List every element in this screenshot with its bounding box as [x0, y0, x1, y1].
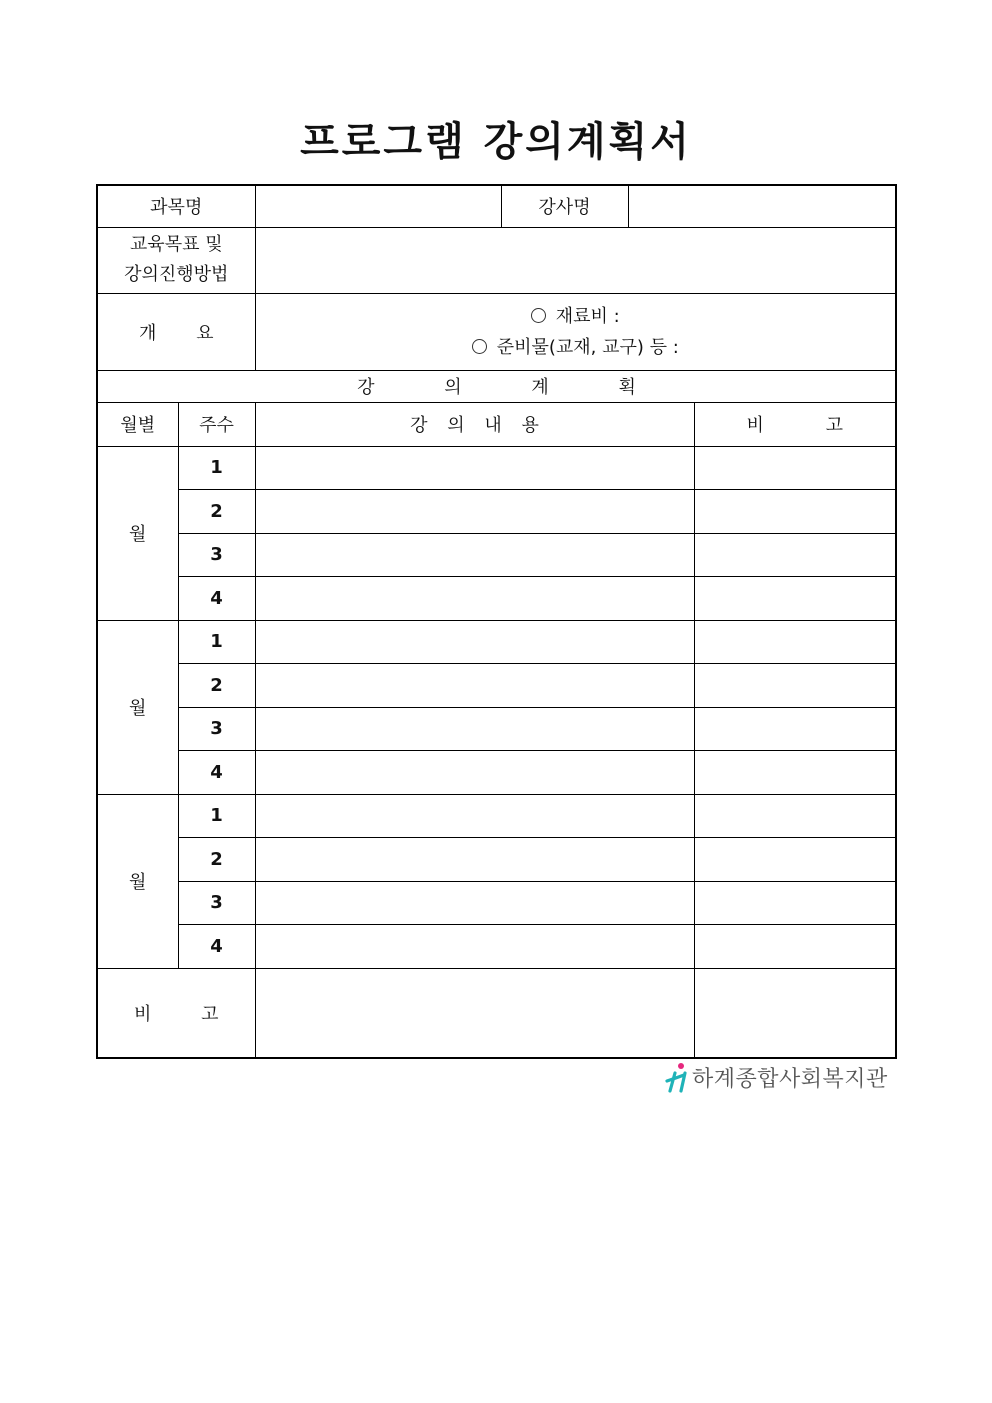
- note-cell[interactable]: [694, 446, 896, 489]
- supplies-label: 준비물(교재, 교구) 등 :: [496, 336, 679, 358]
- col-week-header: 주수: [178, 402, 255, 446]
- note-cell[interactable]: [694, 924, 896, 968]
- col-note-header: 비 고: [694, 402, 896, 446]
- note-cell[interactable]: [694, 620, 896, 663]
- content-cell[interactable]: [255, 489, 694, 533]
- note-cell[interactable]: [694, 707, 896, 750]
- week-number: 2: [178, 663, 255, 707]
- content-cell[interactable]: [255, 881, 694, 924]
- radio-circle-icon[interactable]: [472, 339, 487, 354]
- content-cell[interactable]: [255, 750, 694, 794]
- note-cell[interactable]: [694, 533, 896, 576]
- week-number: 4: [178, 750, 255, 794]
- lecture-plan-form: [96, 184, 897, 1059]
- week-number: 2: [178, 489, 255, 533]
- month-cell[interactable]: 월: [97, 446, 178, 620]
- week-number: 3: [178, 533, 255, 576]
- goal-field[interactable]: [255, 227, 896, 293]
- month-cell[interactable]: 월: [97, 620, 178, 794]
- subject-label: 과목명: [97, 185, 255, 227]
- note-cell[interactable]: [694, 794, 896, 837]
- week-number: 4: [178, 576, 255, 620]
- goal-label-line2: 강의진행방법: [124, 264, 229, 285]
- note-cell[interactable]: [694, 881, 896, 924]
- organization-logo: [664, 1060, 894, 1094]
- content-cell[interactable]: [255, 837, 694, 881]
- radio-circle-icon[interactable]: [531, 308, 546, 323]
- logo-mark-icon: [664, 1061, 692, 1093]
- week-number: 1: [178, 446, 255, 489]
- supplies-line: [256, 332, 896, 363]
- goal-label: [97, 227, 255, 293]
- week-number: 3: [178, 881, 255, 924]
- materials-cost-label: 재료비 :: [555, 305, 620, 327]
- note-cell[interactable]: [694, 663, 896, 707]
- organization-name: 하계종합사회복지관: [692, 1066, 888, 1092]
- goal-label-line1: 교육목표 및: [129, 234, 223, 255]
- instructor-label: 강사명: [501, 185, 628, 227]
- col-content-header: 강 의 내 용: [255, 402, 694, 446]
- week-number: 1: [178, 620, 255, 663]
- note-cell[interactable]: [694, 750, 896, 794]
- content-cell[interactable]: [255, 533, 694, 576]
- week-number: 2: [178, 837, 255, 881]
- content-cell[interactable]: [255, 446, 694, 489]
- week-number: 1: [178, 794, 255, 837]
- note-cell[interactable]: [694, 489, 896, 533]
- subject-field[interactable]: [255, 185, 501, 227]
- remarks-label: 비 고: [97, 968, 255, 1058]
- materials-cost-line: [256, 301, 896, 332]
- content-cell[interactable]: [255, 663, 694, 707]
- content-cell[interactable]: [255, 576, 694, 620]
- note-cell[interactable]: [694, 576, 896, 620]
- content-cell[interactable]: [255, 620, 694, 663]
- content-cell[interactable]: [255, 924, 694, 968]
- content-cell[interactable]: [255, 794, 694, 837]
- page-title: 프로그램 강의계획서: [300, 119, 692, 165]
- overview-field[interactable]: [255, 293, 896, 370]
- remarks-note-field[interactable]: [694, 968, 896, 1058]
- plan-section-title: 강 의 계 획: [97, 370, 896, 402]
- col-month-header: 월별: [97, 402, 178, 446]
- note-cell[interactable]: [694, 837, 896, 881]
- content-cell[interactable]: [255, 707, 694, 750]
- remarks-field[interactable]: [255, 968, 694, 1058]
- week-number: 4: [178, 924, 255, 968]
- week-number: 3: [178, 707, 255, 750]
- overview-label: 개 요: [97, 293, 255, 370]
- instructor-field[interactable]: [628, 185, 896, 227]
- month-cell[interactable]: 월: [97, 794, 178, 968]
